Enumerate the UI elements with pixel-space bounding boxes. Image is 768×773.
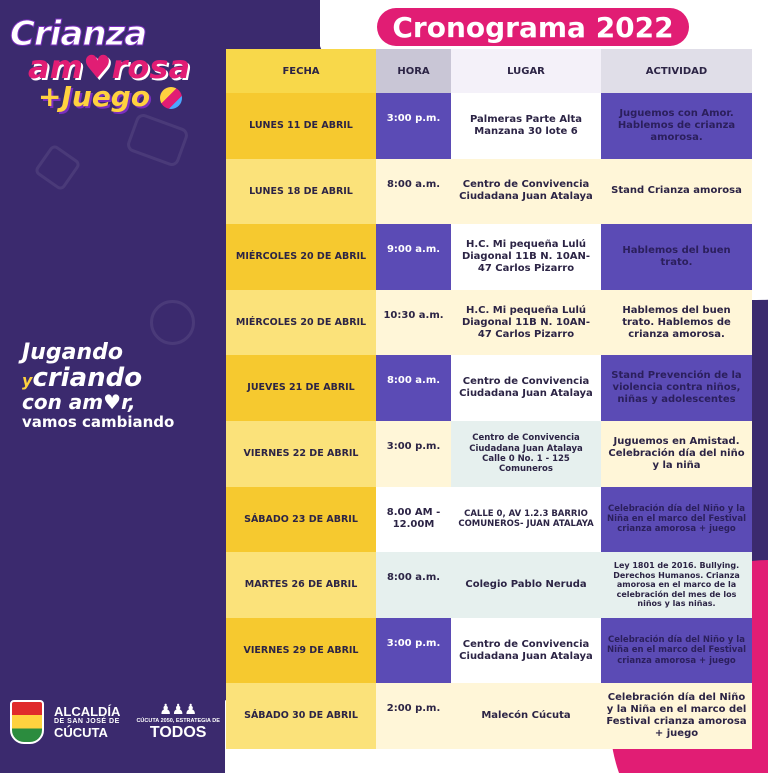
cell-hora: 3:00 p.m. bbox=[376, 618, 451, 684]
cell-actividad: Hablemos del buen trato. Hablemos de crianza amorosa. bbox=[601, 290, 752, 356]
header-lugar: LUGAR bbox=[451, 49, 601, 93]
table-row bbox=[226, 487, 752, 553]
cell-hora: 8:00 a.m. bbox=[376, 552, 451, 618]
table-header bbox=[226, 49, 752, 93]
todos-text: TODOS bbox=[149, 724, 207, 741]
cell-lugar: CALLE 0, AV 1.2.3 BARRIO COMUNEROS- JUAN ATALAYA bbox=[451, 487, 601, 553]
alcaldia-text: ALCALDÍA bbox=[54, 703, 121, 719]
de-san-jose-text: DE SAN JOSÉ DE bbox=[54, 718, 120, 726]
cucuta-text: CÚCUTA bbox=[54, 724, 108, 740]
slogan bbox=[22, 340, 212, 431]
cell-lugar: Centro de Convivencia Ciudadana Juan Atalaya Calle 0 No. 1 - 125 Comuneros bbox=[451, 421, 601, 487]
cell-actividad: Juguemos con Amor. Hablemos de crianza amorosa. bbox=[601, 93, 752, 159]
alcaldia-logo bbox=[54, 705, 120, 740]
header-hora: HORA bbox=[376, 49, 451, 93]
slogan-line-1: Jugando bbox=[22, 340, 123, 365]
cucuta-shield-icon bbox=[10, 700, 44, 744]
crianza-logo bbox=[10, 14, 210, 113]
cell-hora: 2:00 p.m. bbox=[376, 683, 451, 749]
table-row bbox=[226, 683, 752, 749]
title-banner bbox=[377, 8, 689, 46]
decorative-circle bbox=[150, 300, 195, 345]
logo-line-2: am♥rosa bbox=[28, 48, 191, 86]
cell-fecha: VIERNES 29 DE ABRIL bbox=[226, 618, 376, 684]
slogan-criando: criando bbox=[32, 363, 143, 393]
cell-lugar: H.C. Mi pequeña Lulú Diagonal 11B N. 10AN-47 Carlos Pizarro bbox=[451, 290, 601, 356]
logo-juego: +Juego bbox=[38, 80, 151, 113]
table-row bbox=[226, 93, 752, 159]
cell-hora: 8.00 AM - 12.00M bbox=[376, 487, 451, 553]
page-title: Cronograma 2022 bbox=[392, 10, 674, 44]
table-row bbox=[226, 290, 752, 356]
cell-lugar: Colegio Pablo Neruda bbox=[451, 552, 601, 618]
people-icon: ♟♟♟ bbox=[159, 702, 197, 718]
cell-hora: 3:00 p.m. bbox=[376, 421, 451, 487]
cell-lugar: H.C. Mi pequeña Lulú Diagonal 11B N. 10AN-47 Carlos Pizarro bbox=[451, 224, 601, 290]
slogan-line-3: con am♥r, bbox=[22, 390, 136, 414]
cell-actividad: Hablemos del buen trato. bbox=[601, 224, 752, 290]
table-row bbox=[226, 224, 752, 290]
schedule-table bbox=[226, 49, 752, 749]
slogan-connector: y bbox=[22, 371, 33, 390]
footer-logos bbox=[10, 700, 220, 744]
table-row bbox=[226, 421, 752, 487]
cell-actividad: Celebración día del Niño y la Niña en el marco del Festival crianza amorosa + juego bbox=[601, 683, 752, 749]
cell-actividad: Celebración día del Niño y la Niña en el marco del Festival crianza amorosa + juego bbox=[601, 487, 752, 553]
cell-fecha: MIÉRCOLES 20 DE ABRIL bbox=[226, 290, 376, 356]
table-row bbox=[226, 159, 752, 225]
cell-fecha: VIERNES 22 DE ABRIL bbox=[226, 421, 376, 487]
table-row bbox=[226, 552, 752, 618]
table-row bbox=[226, 355, 752, 421]
todos-logo bbox=[136, 702, 219, 742]
slogan-line-2 bbox=[22, 365, 212, 391]
cell-actividad: Juguemos en Amistad. Celebración día del niño y la niña bbox=[601, 421, 752, 487]
cell-hora: 8:00 a.m. bbox=[376, 159, 451, 225]
cell-fecha: MARTES 26 DE ABRIL bbox=[226, 552, 376, 618]
cell-fecha: MIÉRCOLES 20 DE ABRIL bbox=[226, 224, 376, 290]
slogan-line-4: vamos cambiando bbox=[22, 413, 175, 431]
cell-actividad: Stand Crianza amorosa bbox=[601, 159, 752, 225]
cell-lugar: Centro de Convivencia Ciudadana Juan Atalaya bbox=[451, 618, 601, 684]
ball-icon bbox=[160, 87, 182, 109]
cell-fecha: LUNES 11 DE ABRIL bbox=[226, 93, 376, 159]
cell-lugar: Malecón Cúcuta bbox=[451, 683, 601, 749]
cell-hora: 9:00 a.m. bbox=[376, 224, 451, 290]
cell-hora: 8:00 a.m. bbox=[376, 355, 451, 421]
cell-fecha: SÁBADO 23 DE ABRIL bbox=[226, 487, 376, 553]
cell-hora: 3:00 p.m. bbox=[376, 93, 451, 159]
cell-actividad: Celebración día del Niño y la Niña en el marco del Festival crianza amorosa + juego bbox=[601, 618, 752, 684]
plan-text: CÚCUTA 2050, ESTRATEGIA DE bbox=[136, 718, 220, 724]
cell-hora: 10:30 a.m. bbox=[376, 290, 451, 356]
cell-lugar: Centro de Convivencia Ciudadana Juan Atalaya bbox=[451, 159, 601, 225]
logo-line-1: Crianza bbox=[10, 14, 147, 54]
table-row bbox=[226, 618, 752, 684]
header-actividad: ACTIVIDAD bbox=[601, 49, 752, 93]
cell-fecha: SÁBADO 30 DE ABRIL bbox=[226, 683, 376, 749]
cell-fecha: LUNES 18 DE ABRIL bbox=[226, 159, 376, 225]
cell-lugar: Palmeras Parte Alta Manzana 30 lote 6 bbox=[451, 93, 601, 159]
header-fecha: FECHA bbox=[226, 49, 376, 93]
cell-fecha: JUEVES 21 DE ABRIL bbox=[226, 355, 376, 421]
cell-actividad: Ley 1801 de 2016. Bullying. Derechos Humanos. Crianza amorosa en el marco de la celebración del mes de los niños y las niñas. bbox=[601, 552, 752, 618]
cell-actividad: Stand Prevención de la violencia contra niños, niñas y adolescentes bbox=[601, 355, 752, 421]
cell-lugar: Centro de Convivencia Ciudadana Juan Atalaya bbox=[451, 355, 601, 421]
